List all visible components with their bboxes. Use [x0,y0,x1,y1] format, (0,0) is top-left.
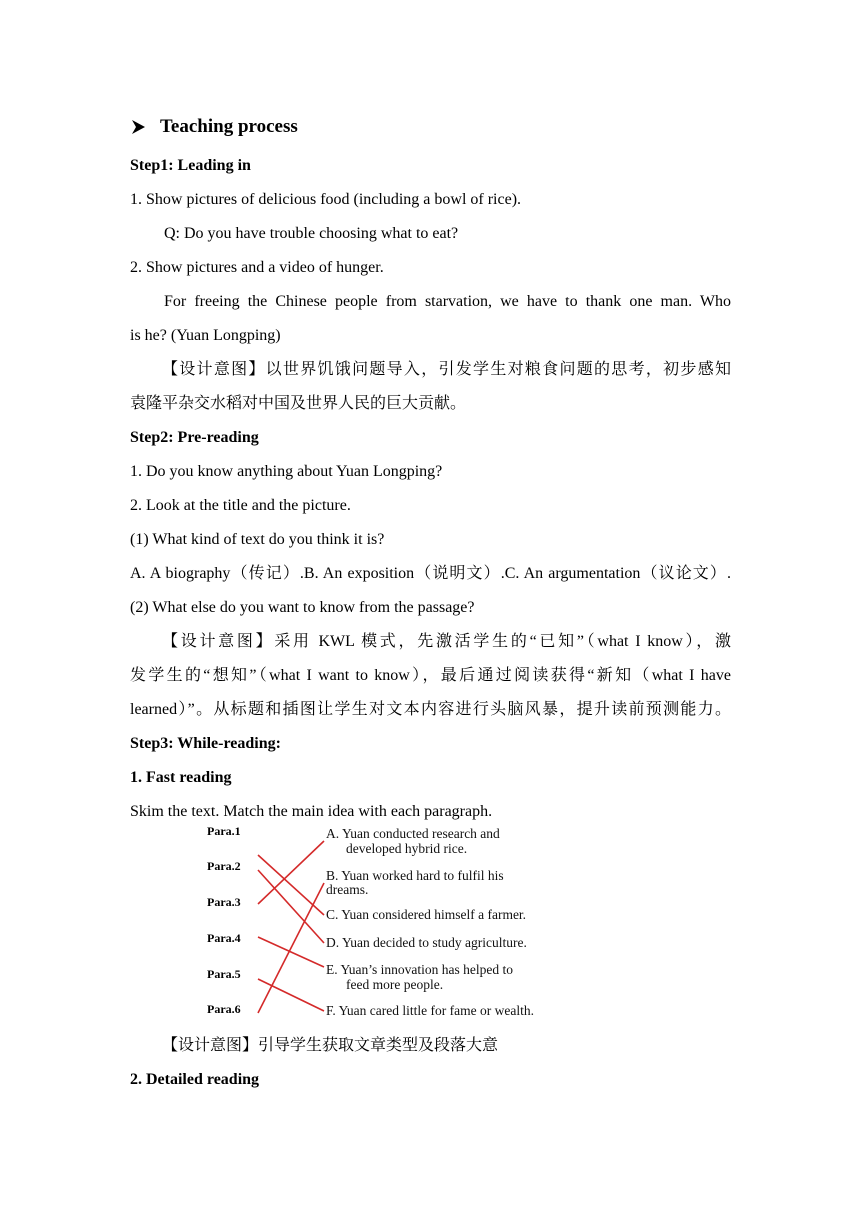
step1-question: Q: Do you have trouble choosing what to eat? [164,225,459,242]
step2-design-intent-line-3: learned）”。从标题和插图让学生对文本内容进行头脑风暴，提升读前预测能力。 [130,701,731,718]
step2-design-intent-line-1: 【设计意图】采用 KWL 模式，先激活学生的“已知”（what I know），激 [162,633,731,650]
main-idea-c: C. Yuan considered himself a farmer. [326,907,527,922]
paragraph-label-2: Para.2 [207,859,241,873]
step1-title: Step1: Leading in [130,157,251,174]
step1-paragraph-line-1: For freeing the Chinese people from starvation, we have to thank one man. Who [164,293,731,310]
step2-item-2: 2. Look at the title and the picture. [130,497,351,514]
detailed-reading-title: 2. Detailed reading [130,1071,260,1088]
step1-design-intent-line-2: 袁隆平杂交水稻对中国及世界人民的巨大贡献。 [130,395,467,412]
step2-options: A. A biography（传记）.B. An exposition（说明文）.C. An argumentation（议论文）. [130,565,731,582]
fast-reading-title: 1. Fast reading [130,769,232,786]
main-idea-e-cont: feed more people. [346,977,444,992]
step2-design-intent-line-2: 发学生的“想知”（what I want to know），最后通过阅读获得“新知（what I have [130,667,731,684]
main-idea-a: A. Yuan conducted research and [326,826,500,841]
paragraph-label-4: Para.4 [207,931,241,945]
main-idea-f: F. Yuan cared little for fame or wealth. [326,1003,534,1018]
match-line-6-b [258,883,324,1013]
step3-design-intent: 【设计意图】引导学生获取文章类型及段落大意 [162,1037,499,1054]
match-line-3-a [258,841,324,904]
step3-title: Step3: While-reading: [130,735,281,752]
step2-item-1: 1. Do you know anything about Yuan Longping? [130,463,443,480]
paragraph-label-3: Para.3 [207,895,241,909]
step2-subquestion-1: (1) What kind of text do you think it is? [130,531,385,548]
section-heading: Teaching process [160,116,298,137]
step2-subquestion-2: (2) What else do you want to know from the passage? [130,599,475,616]
step1-paragraph-line-2: is he? (Yuan Longping) [130,327,281,344]
paragraph-label-1: Para.1 [207,824,241,838]
main-idea-d: D. Yuan decided to study agriculture. [326,935,527,950]
step1-item-1: 1. Show pictures of delicious food (including a bowl of rice). [130,191,522,208]
main-idea-b: B. Yuan worked hard to fulfil his [326,868,504,883]
step2-title: Step2: Pre-reading [130,429,259,446]
match-line-4-e [258,937,324,967]
main-idea-b-cont: dreams. [326,882,369,897]
main-idea-e: E. Yuan’s innovation has helped to [326,962,513,977]
step1-item-2: 2. Show pictures and a video of hunger. [130,259,384,276]
step1-design-intent-line-1: 【设计意图】以世界饥饿问题导入，引发学生对粮食问题的思考，初步感知 [162,361,731,378]
fast-reading-instruction: Skim the text. Match the main idea with each paragraph. [130,803,493,820]
paragraph-label-5: Para.5 [207,967,241,981]
paragraph-label-6: Para.6 [207,1002,241,1016]
main-idea-a-cont: developed hybrid rice. [346,841,468,856]
